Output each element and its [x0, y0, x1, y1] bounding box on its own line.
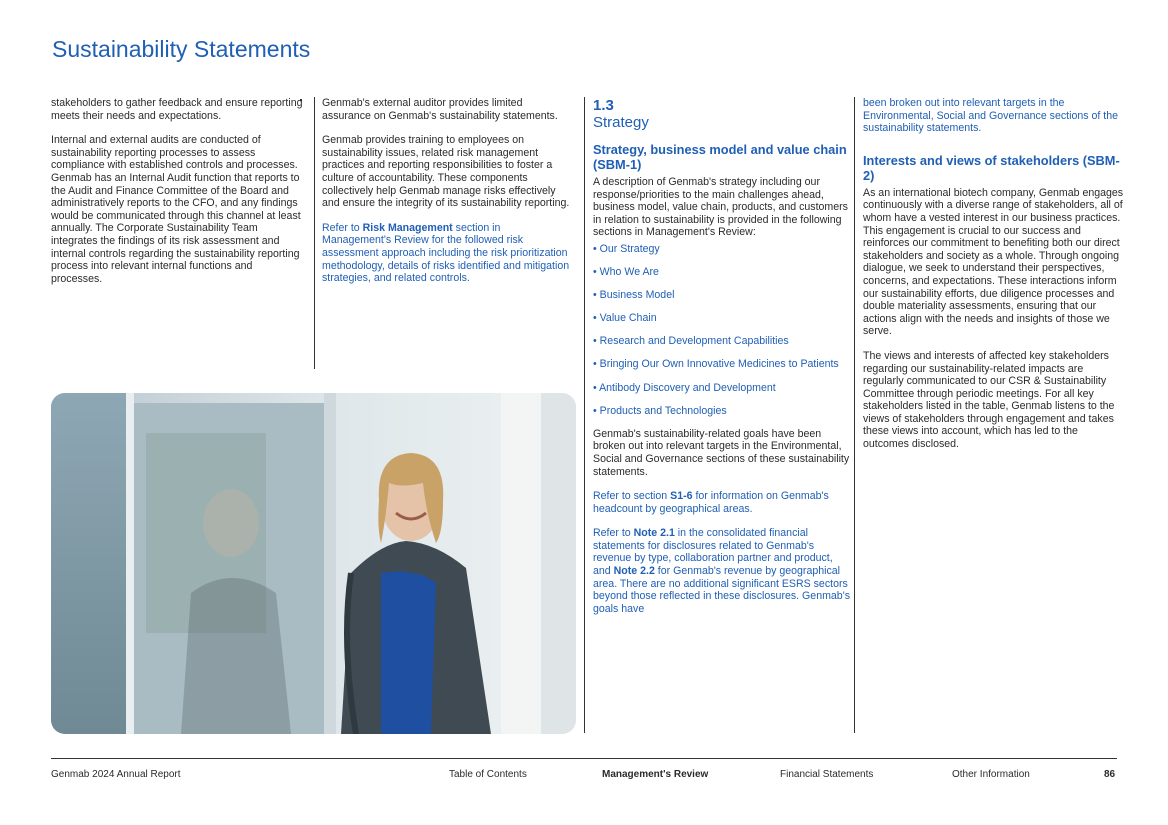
footer-link-managements-review[interactable]: Management's Review	[602, 769, 709, 780]
ref-suffix: section in Management's Review for the followed risk assessment approach including the risk prioritization methodology, details of risks identified and mitigation strategies, and related controls.	[322, 221, 570, 285]
link-value-chain[interactable]: • Value Chain	[593, 312, 851, 325]
ref2-middle: in the consolidated financial statements for disclosures related to Genmab's revenue by type, collaboration partner and product, and	[593, 527, 833, 578]
section-number: 1.3	[593, 97, 614, 114]
s1-6-link[interactable]: S1-6	[670, 490, 693, 503]
photo-woman-smiling	[51, 393, 576, 734]
link-who-we-are[interactable]: • Who We Are	[593, 266, 851, 279]
ref2-suffix: for Genmab's revenue by geographical area. There are no additional significant ESRS sectors beyond those reflected in these disclosures. Genmab's goals have	[593, 565, 851, 615]
link-innovative-medicines[interactable]: • Bringing Our Own Innovative Medicines to Patients	[593, 358, 851, 371]
ref1-suffix: for information on Genmab's headcount by geographical areas.	[593, 490, 829, 515]
link-our-strategy[interactable]: • Our Strategy	[593, 243, 851, 256]
footer-link-table-of-contents[interactable]: Table of Contents	[449, 769, 527, 780]
ref-prefix: Refer to	[322, 221, 363, 234]
column-3	[584, 97, 851, 733]
column-1	[51, 97, 303, 297]
footer-link-financial-statements[interactable]: Financial Statements	[780, 769, 874, 780]
column-2	[314, 97, 570, 369]
risk-management-reference[interactable]	[322, 222, 570, 285]
strategy-intro: A description of Genmab's strategy including our response/priorities to the main challenges ahead, business model, value chain, products, and customers in relation to sustainability is provided in the following sections in Management's Review:	[593, 176, 848, 239]
link-products-technologies[interactable]: • Products and Technologies	[593, 405, 851, 418]
col1-paragraph-2: Internal and external audits are conducted of sustainability reporting processes to assess compliance with established controls and processes. Genmab has an Internal Audit function that reports to the Audit and Finance Committee of the Board and administratively reports to the CFO, and any findings would be communicated through this channel at least annually. The Corporate Sustainability Team integrates the findings of its risk assessment and internal controls regarding the sustainability reporting process into relevant internal functions and processes.	[51, 134, 301, 285]
footer-rule	[51, 758, 1117, 759]
goals-continued: been broken out into relevant targets in the Environmental, Social and Governance sections of the sustainability statements.	[863, 97, 1118, 135]
revenue-notes-reference	[593, 527, 851, 615]
note-2-2-link[interactable]: Note 2.2	[613, 565, 655, 578]
headcount-reference	[593, 490, 851, 515]
col1-paragraph-1: stakeholders to gather feedback and ensure reporting meets their needs and expectations.	[51, 97, 303, 122]
goals-paragraph: Genmab's sustainability-related goals have been broken out into relevant targets in the Environmental, Social and Governance sections of these sustainability statements.	[593, 427, 850, 478]
link-business-model[interactable]: • Business Model	[593, 289, 851, 302]
ref2-prefix: Refer to	[593, 527, 634, 540]
risk-management-link[interactable]: Risk Management	[362, 221, 453, 234]
strategy-heading: Strategy, business model and value chain (SBM-1)	[593, 142, 847, 172]
link-antibody-discovery[interactable]: • Antibody Discovery and Development	[593, 382, 851, 395]
page-title: Sustainability Statements	[52, 36, 311, 62]
photo-illustration	[51, 393, 576, 734]
stakeholders-paragraph-2: The views and interests of affected key stakeholders regarding our sustainability-related impacts are regularly communicated to our CSR & Sustainability Committee through periodic meetings. For all key stakeholders listed in the table, Genmab listens to the views of stakeholders through engagement and takes these views into account, which has led to the outcomes disclosed.	[863, 349, 1115, 451]
footer-link-other-information[interactable]: Other Information	[952, 769, 1030, 780]
ref1-prefix: Refer to section	[593, 490, 671, 503]
footer-report-name: Genmab 2024 Annual Report	[51, 769, 181, 780]
col2-paragraph-2: Genmab provides training to employees on sustainability issues, related risk management practices and reporting responsibilities to foster a culture of accountability. These components collectively help Genmab manage risks effectively and ensure the integrity of its sustainability reporting.	[322, 134, 570, 210]
col2-paragraph-1: Genmab's external auditor provides limited assurance on Genmab's sustainability statements.	[322, 97, 558, 122]
section-name: Strategy	[593, 114, 649, 131]
stakeholders-paragraph-1: As an international biotech company, Genmab engages continuously with a diverse range of stakeholders, all of whom have a vested interest in our business practices. This engagement is crucial to our success and reinforces our commitment to benefiting both our direct stakeholders and society as a whole. Through ongoing dialogue, we seek to understand their perspectives, concerns, and expectations. These interactions inform our sustainability efforts, due diligence processes and double materiality assessments, ensuring that our actions align with the needs and insights of those we serve.	[863, 186, 1124, 338]
footer-page-number: 86	[1104, 769, 1116, 780]
link-research-development[interactable]: • Research and Development Capabilities	[593, 335, 851, 348]
stakeholders-heading: Interests and views of stakeholders (SBM-2)	[863, 152, 1120, 183]
note-2-1-link[interactable]: Note 2.1	[633, 527, 675, 540]
column-4	[854, 97, 1125, 733]
section-link-list	[593, 243, 851, 417]
